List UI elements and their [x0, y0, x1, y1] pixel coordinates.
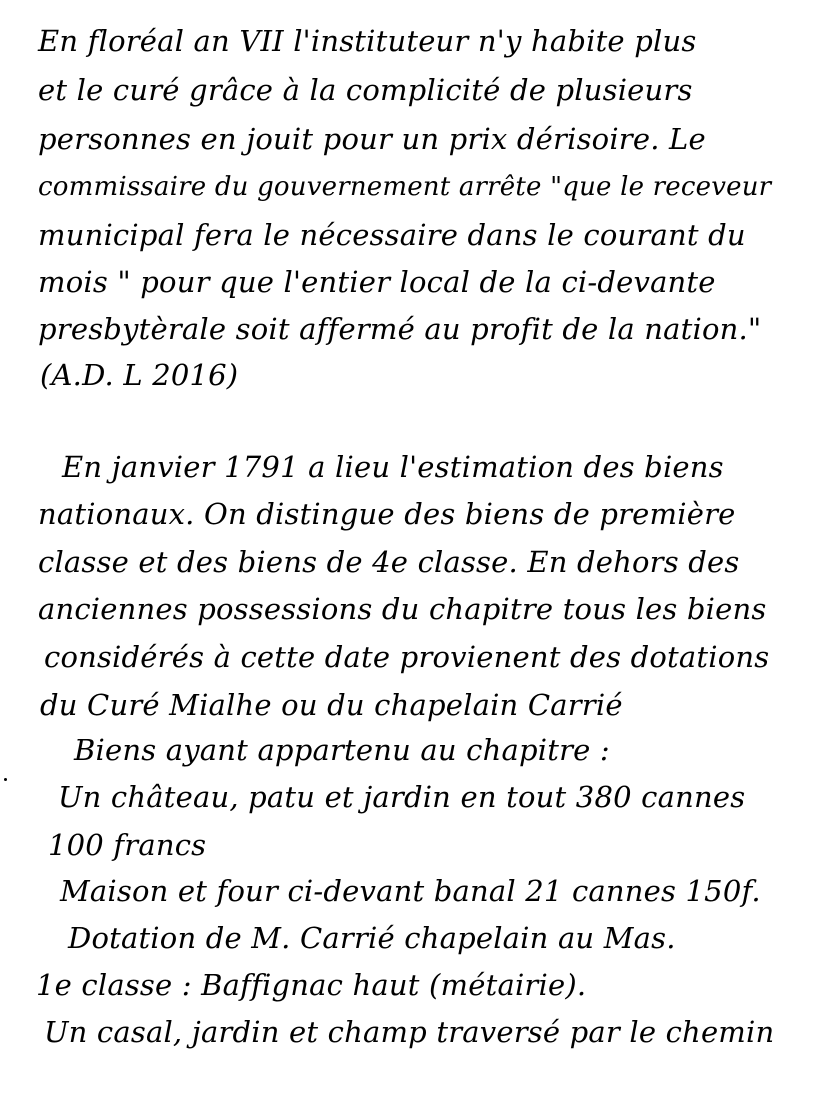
ink-speck: [4, 778, 7, 781]
text-line: presbytèrale soit affermé au profit de la nation.": [38, 312, 762, 346]
heading-line: Biens ayant appartenu au chapitre :: [74, 733, 610, 767]
text-line: 100 francs: [48, 828, 207, 862]
text-line: municipal fera le nécessaire dans le courant du: [38, 218, 746, 252]
text-line: mois " pour que l'entier local de la ci-devante: [38, 265, 716, 299]
text-line: anciennes possessions du chapitre tous les biens: [38, 592, 767, 626]
text-line: Dotation de M. Carrié chapelain au Mas.: [68, 921, 676, 955]
text-line: du Curé Mialhe ou du chapelain Carrié: [40, 688, 623, 722]
text-line: classe et des biens de 4e classe. En dehors des: [38, 545, 740, 579]
reference-line: (A.D. L 2016): [40, 358, 239, 392]
text-line: considérés à cette date provienent des dotations: [44, 640, 770, 674]
text-line: commissaire du gouvernement arrête "que le receveur: [38, 172, 772, 202]
text-line: personnes en jouit pour un prix dérisoire. Le: [38, 122, 706, 156]
text-line: Maison et four ci-devant banal 21 cannes 150f.: [60, 874, 761, 908]
text-line: Un casal, jardin et champ traversé par le chemin: [44, 1015, 775, 1049]
text-line: En janvier 1791 a lieu l'estimation des biens: [62, 450, 724, 484]
text-line: 1e classe : Baffignac haut (métairie).: [36, 968, 587, 1002]
text-line: En floréal an VII l'instituteur n'y habite plus: [38, 24, 697, 58]
text-line: et le curé grâce à la complicité de plusieurs: [38, 73, 693, 107]
text-line: Un château, patu et jardin en tout 380 cannes: [58, 780, 746, 814]
text-line: nationaux. On distingue des biens de première: [38, 497, 736, 531]
